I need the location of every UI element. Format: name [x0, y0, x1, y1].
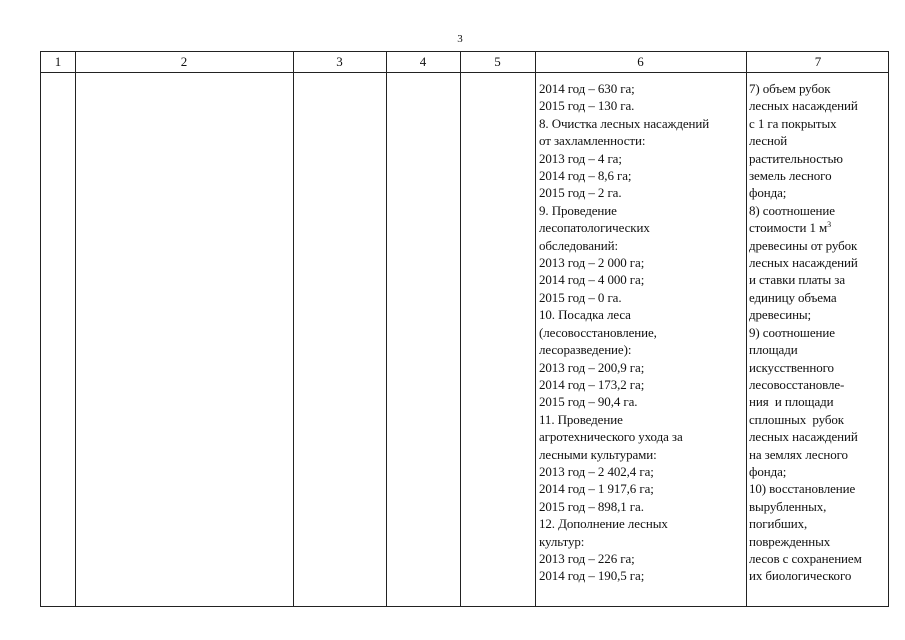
column-divider [460, 52, 461, 606]
column-6-line-text: 2014 год – 4 000 га; [539, 272, 645, 288]
column-6-line [539, 498, 709, 515]
column-7-line [749, 533, 862, 550]
column-6-line-text: 2013 год – 2 000 га; [539, 255, 645, 271]
column-6-line-text: 2013 год – 226 га; [539, 550, 635, 566]
column-6-line [539, 376, 709, 393]
column-7-line [749, 237, 862, 254]
column-7-line-text: лесных насаждений [749, 255, 858, 271]
column-6-line [539, 341, 709, 358]
column-6-line [539, 167, 709, 184]
column-6-line-text: 2014 год – 190,5 га; [539, 568, 645, 584]
column-7-line [749, 550, 862, 567]
column-7-line [749, 411, 862, 428]
column-6-line-text: 8. Очистка лесных насаждений [539, 115, 710, 131]
column-6-line-text: 2014 год – 1 917,6 га; [539, 481, 654, 497]
column-6-line [539, 115, 709, 132]
column-header-3: 3 [336, 54, 343, 69]
column-7-line-text: 8) соотношение [749, 202, 835, 218]
column-6-line-text: от захламленности: [539, 133, 646, 149]
column-7-line-text: с 1 га покрытых [749, 115, 837, 131]
column-7-cell [749, 80, 862, 585]
column-6-line [539, 271, 709, 288]
column-7-line-text: древесины; [749, 307, 812, 323]
column-6-line [539, 324, 709, 341]
column-6-line-text: 10. Посадка леса [539, 307, 631, 323]
column-7-line [749, 202, 862, 219]
column-7-line-text: и ставки платы за [749, 272, 845, 288]
column-7-line-text: 10) восстановление [749, 481, 856, 497]
column-7-line-text: фонда; [749, 185, 787, 201]
column-divider [535, 52, 536, 606]
column-6-line-text: 2013 год – 4 га; [539, 150, 622, 166]
column-7-line-text: лесных насаждений [749, 98, 858, 114]
column-7-line [749, 393, 862, 410]
column-7-line-text: поврежденных [749, 533, 831, 549]
column-6-line [539, 306, 709, 323]
column-7-line-text: стоимости 1 м [749, 220, 828, 236]
column-6-line [539, 463, 709, 480]
column-6-line [539, 567, 709, 584]
column-7-line [749, 428, 862, 445]
column-7-line [749, 289, 862, 306]
column-6-line [539, 254, 709, 271]
column-7-line-text: лесной [749, 133, 788, 149]
column-7-line-text: лесов с сохранением [749, 550, 862, 566]
column-7-line [749, 271, 862, 288]
column-6-line [539, 515, 709, 532]
column-7-line-text: фонда; [749, 463, 787, 479]
column-header-7: 7 [814, 54, 822, 69]
column-divider [293, 52, 294, 606]
column-7-line-text: площади [749, 342, 798, 358]
column-7-line [749, 306, 862, 323]
column-6-line [539, 428, 709, 445]
page-number: 3 [457, 33, 463, 45]
column-6-line-text: 2015 год – 2 га. [539, 185, 622, 201]
column-7-line-text: лесных насаждений [749, 429, 858, 445]
column-7-line [749, 515, 862, 532]
column-header-2: 2 [180, 54, 188, 69]
column-7-line-text: искусственного [749, 359, 834, 375]
column-6-line [539, 97, 709, 114]
column-6-line-text: обследований: [539, 237, 619, 253]
column-header-5: 5 [494, 54, 501, 69]
column-6-line-text: 2013 год – 2 402,4 га; [539, 463, 654, 479]
column-divider [386, 52, 387, 606]
column-6-line-text: 2014 год – 173,2 га; [539, 376, 645, 392]
column-7-line [749, 463, 862, 480]
column-6-line [539, 550, 709, 567]
column-7-line-text: вырубленных, [749, 498, 827, 514]
column-divider [75, 52, 76, 606]
column-7-line [749, 254, 862, 271]
column-6-line-text: 2015 год – 130 га. [539, 98, 635, 114]
column-7-line [749, 150, 862, 167]
column-7-line [749, 341, 862, 358]
column-7-line [749, 498, 862, 515]
column-7-line [749, 97, 862, 114]
column-7-line [749, 359, 862, 376]
column-7-line-text: ния и площади [749, 394, 834, 410]
column-7-line [749, 184, 862, 201]
column-6-line-text: 11. Проведение [539, 411, 623, 427]
column-7-line-text: единицу объема [749, 289, 837, 305]
column-7-line [749, 446, 862, 463]
column-6-line [539, 446, 709, 463]
column-6-line [539, 411, 709, 428]
column-6-line-text: лесопатологических [539, 220, 650, 236]
column-7-line [749, 80, 862, 97]
column-7-line-text: лесовосстановле- [749, 376, 845, 392]
column-7-line [749, 167, 862, 184]
column-7-line [749, 115, 862, 132]
column-6-line-text: 12. Дополнение лесных [539, 516, 668, 532]
column-6-line-text: 2013 год – 200,9 га; [539, 359, 645, 375]
column-7-line-text: на землях лесного [749, 446, 848, 462]
column-6-line-text: 2014 год – 630 га; [539, 81, 635, 96]
column-6-line [539, 202, 709, 219]
column-6-line-text: (лесовосстановление, [539, 324, 657, 340]
column-7-line-text: их биологического [749, 568, 852, 584]
column-6-line [539, 533, 709, 550]
column-6-line-text: 9. Проведение [539, 202, 617, 218]
column-header-4: 4 [419, 54, 427, 69]
column-7-line [749, 132, 862, 149]
column-6-line [539, 132, 709, 149]
column-divider [746, 52, 747, 606]
superscript-exponent: 3 [827, 220, 832, 230]
column-6-line [539, 219, 709, 236]
column-6-line-text: 2015 год – 90,4 га. [539, 394, 638, 410]
column-6-line [539, 289, 709, 306]
column-6-line [539, 80, 709, 97]
column-6-cell [539, 80, 709, 585]
column-6-line-text: 2014 год – 8,6 га; [539, 168, 632, 184]
column-7-line [749, 219, 862, 236]
column-6-line [539, 480, 709, 497]
column-7-line-text: погибших, [749, 516, 808, 532]
column-6-line [539, 150, 709, 167]
column-7-line-text: земель лесного [749, 168, 832, 184]
column-7-line-text: 9) соотношение [749, 324, 835, 340]
column-6-line-text: лесными культурами: [539, 446, 657, 462]
column-7-line-text: сплошных рубок [749, 411, 845, 427]
column-6-line-text: 2015 год – 0 га. [539, 289, 622, 305]
column-header-1: 1 [54, 54, 62, 69]
column-7-line-text: древесины от рубок [749, 237, 858, 253]
column-6-line-text: лесоразведение): [539, 342, 632, 358]
data-table [40, 51, 889, 607]
column-7-line [749, 376, 862, 393]
column-7-line [749, 480, 862, 497]
column-7-line-text: растительностью [749, 150, 843, 166]
column-6-line [539, 393, 709, 410]
column-6-line [539, 237, 709, 254]
column-6-line-text: агротехнического ухода за [539, 429, 683, 445]
column-6-line [539, 359, 709, 376]
column-6-line [539, 184, 709, 201]
column-header-6: 6 [637, 54, 644, 69]
column-6-line-text: культур: [539, 533, 585, 549]
column-7-line [749, 567, 862, 584]
column-7-line [749, 324, 862, 341]
column-6-line-text: 2015 год – 898,1 га. [539, 498, 644, 514]
header-divider [41, 72, 888, 73]
column-7-line-text: 7) объем рубок [749, 81, 831, 96]
